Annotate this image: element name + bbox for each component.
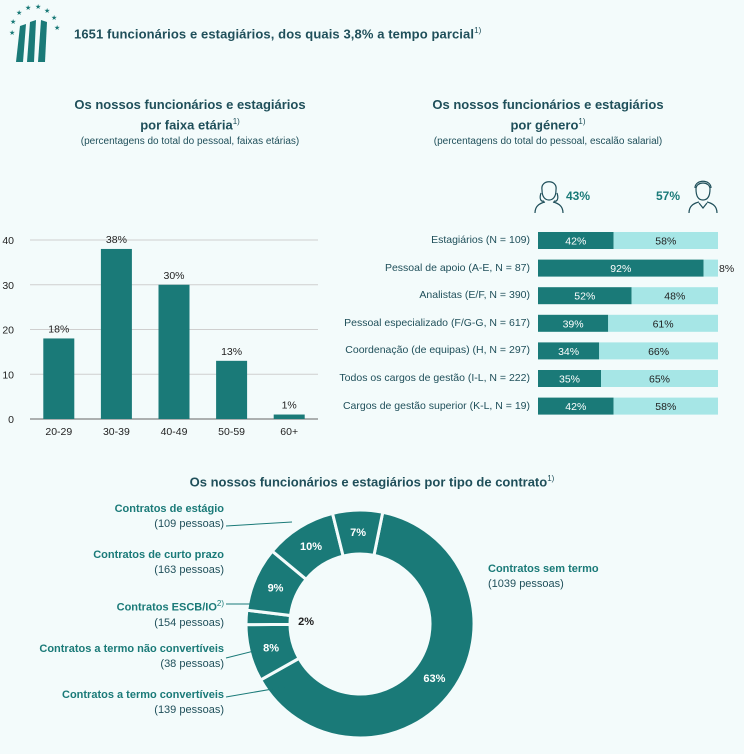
gender-bar-value-label: 61%	[652, 318, 674, 331]
gender-bar-value-label: 58%	[655, 401, 677, 414]
page-title: 1651 funcionários e estagiários, dos quais 3,8% a tempo parcial$^{1)}$	[74, 26, 482, 42]
age-category-label: 20-29	[45, 426, 73, 438]
donut-slice-value-label: 9%	[267, 582, 284, 595]
svg-text:★: ★	[25, 5, 32, 12]
donut-slice-value-label: 2%	[298, 615, 315, 628]
male-total: 57%	[656, 189, 681, 203]
contract-chart-title: Os nossos funcionários e estagiários por tipo de contrato$^{1)}$	[189, 474, 555, 490]
svg-text:★: ★	[9, 30, 16, 37]
gender-chart-title: Os nossos funcionários e estagiários por género$^{1)}$	[432, 97, 664, 133]
donut-slice-value-label: 10%	[300, 541, 323, 554]
gender-bar-value-label: 66%	[648, 345, 670, 358]
gender-chart-subtitle: (percentagens do total do pessoal, escalão salarial)	[433, 136, 663, 147]
ecb-star-building-logo	[6, 4, 62, 64]
gender-category-label: Cargos de gestão superior (K-L, N = 19)	[342, 399, 530, 412]
y-tick-label: 30	[2, 279, 14, 292]
age-bar	[159, 285, 190, 419]
gender-bar-value-label: 42%	[565, 401, 587, 414]
svg-text:★: ★	[16, 10, 23, 17]
gender-bar-value-label: 48%	[664, 290, 686, 303]
gender-bar-value-label: 34%	[558, 345, 580, 358]
y-tick-label: 10	[2, 369, 14, 382]
gender-category-label: Coordenação (de equipas) (H, N = 297)	[345, 344, 530, 357]
gender-stacked-bar-chart	[538, 226, 735, 426]
gender-bar-value-label: 65%	[648, 373, 671, 386]
y-tick-label: 0	[8, 414, 14, 426]
age-category-label: 40-49	[160, 426, 188, 438]
gender-category-label: Estagiários (N = 109)	[431, 234, 530, 246]
y-tick-label: 40	[2, 235, 14, 247]
donut-slice-label: Contratos a termo convertíveis (139 pessoas)	[62, 689, 224, 716]
age-chart-subtitle: (percentagens do total do pessoal, faixas etárias)	[80, 136, 300, 147]
y-tick-label: 20	[2, 324, 14, 337]
svg-text:★: ★	[35, 4, 42, 11]
age-chart-title: Os nossos funcionários e estagiários por faixa etária$^{1)}$	[74, 97, 306, 133]
gender-bar-value-label: 42%	[565, 235, 587, 248]
age-bar-value-label: 1%	[281, 399, 297, 412]
donut-slice-value-label: 8%	[263, 642, 280, 655]
svg-text:★: ★	[10, 19, 17, 26]
gender-bar-value-label: 8%	[719, 263, 735, 276]
age-category-label: 50-59	[218, 426, 246, 438]
age-bar-value-label: 13%	[221, 345, 243, 358]
donut-slice-label: Contratos de estágio (109 pessoas)	[114, 503, 224, 530]
gender-category-label: Pessoal de apoio (A-E, N = 87)	[384, 261, 530, 274]
gender-category-label: Todos os cargos de gestão (I-L, N = 222)	[339, 372, 530, 384]
age-bar	[101, 249, 132, 419]
gender-category-label: Analistas (E/F, N = 390)	[419, 289, 530, 302]
leader-line	[226, 522, 292, 526]
svg-text:★: ★	[54, 25, 61, 32]
gender-bar-value-label: 52%	[574, 290, 596, 303]
gender-category-labels	[230, 226, 530, 426]
donut-slice-value-label: 7%	[350, 527, 366, 540]
donut-slice-label: Contratos a termo não convertíveis (38 pessoas)	[39, 643, 224, 670]
gender-bar-value-label: 35%	[558, 373, 581, 386]
gender-bar-value-label: 58%	[655, 235, 677, 248]
age-category-label: 30-39	[102, 426, 130, 438]
age-bar-value-label: 18%	[48, 323, 70, 336]
gender-bar-value-label: 92%	[610, 263, 632, 276]
svg-text:★: ★	[44, 8, 51, 15]
gender-bar-value-label: 39%	[562, 318, 584, 331]
donut-slice-label: Contratos de curto prazo (163 pessoas)	[93, 549, 224, 576]
man-icon	[686, 176, 720, 214]
svg-text:★: ★	[51, 15, 58, 22]
gender-category-label: Pessoal especializado (F/G-G, N = 617)	[344, 316, 530, 329]
donut-slice-value-label: 63%	[423, 673, 446, 686]
woman-icon	[532, 176, 566, 214]
donut-slice-label: Contratos sem termo (1039 pessoas)	[488, 563, 599, 590]
female-total: 43%	[566, 189, 591, 203]
age-category-label: 60+	[280, 426, 299, 438]
age-bar-value-label: 30%	[163, 269, 185, 282]
donut-slice-label: Contratos ESCB/IO$^{2)}$ (154 pessoas)	[116, 599, 224, 629]
age-bar-value-label: 38%	[105, 233, 127, 246]
gender-bar-segment	[704, 260, 718, 277]
age-bar	[43, 338, 74, 419]
